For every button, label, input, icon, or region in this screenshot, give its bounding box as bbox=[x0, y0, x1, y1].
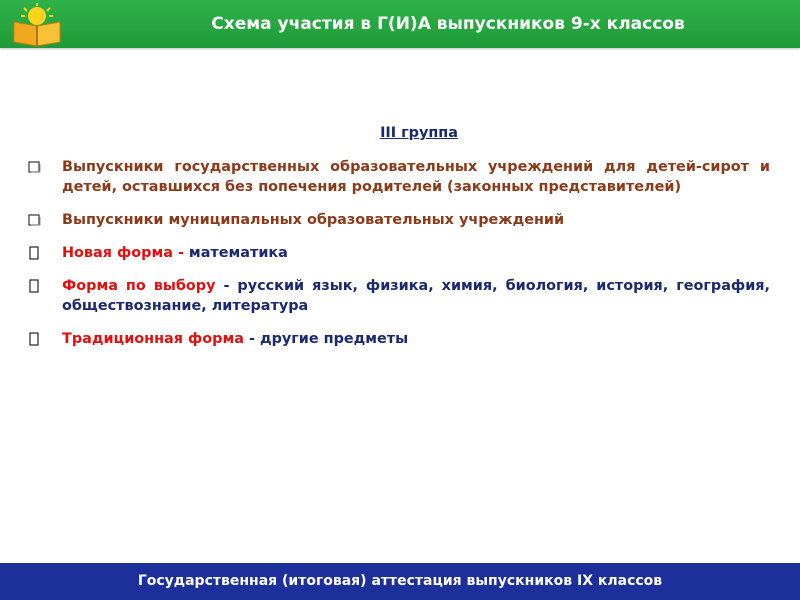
list-item bbox=[28, 329, 770, 349]
list-item bbox=[28, 210, 770, 230]
item-label: Новая форма - bbox=[62, 245, 184, 261]
checkbox-bullet-icon bbox=[28, 157, 42, 177]
missing-glyph-bullet-icon bbox=[28, 276, 42, 296]
item-label: Традиционная форма bbox=[62, 331, 244, 347]
item-value: математика bbox=[183, 245, 288, 261]
item-value: - другие предметы bbox=[243, 331, 409, 347]
book-sun-logo-icon bbox=[8, 2, 66, 48]
item-text: Выпускники государственных образовательных учреждений для детей-сирот и детей, оставшихся без попечения родителей (законных представителей) bbox=[62, 159, 770, 195]
footer-text: Государственная (итоговая) аттестация выпускников IX классов bbox=[137, 573, 663, 589]
list-item bbox=[28, 276, 770, 316]
header-bar bbox=[0, 0, 800, 48]
section-title: III группа bbox=[380, 125, 458, 141]
content-area bbox=[28, 123, 770, 362]
item-value: - русский язык, физика, химия, биология, история, география, обществознание, литература bbox=[62, 278, 770, 314]
item-label: Форма по выбору bbox=[62, 278, 216, 294]
list-item bbox=[28, 243, 770, 263]
list-item bbox=[28, 157, 770, 197]
page-title: Схема участия в Г(И)А выпускников 9-х классов bbox=[211, 14, 685, 34]
checkbox-bullet-icon bbox=[28, 210, 42, 230]
item-text: Выпускники муниципальных образовательных учреждений bbox=[62, 212, 565, 228]
missing-glyph-bullet-icon bbox=[28, 329, 42, 349]
footer-bar bbox=[0, 563, 800, 600]
missing-glyph-bullet-icon bbox=[28, 243, 42, 263]
